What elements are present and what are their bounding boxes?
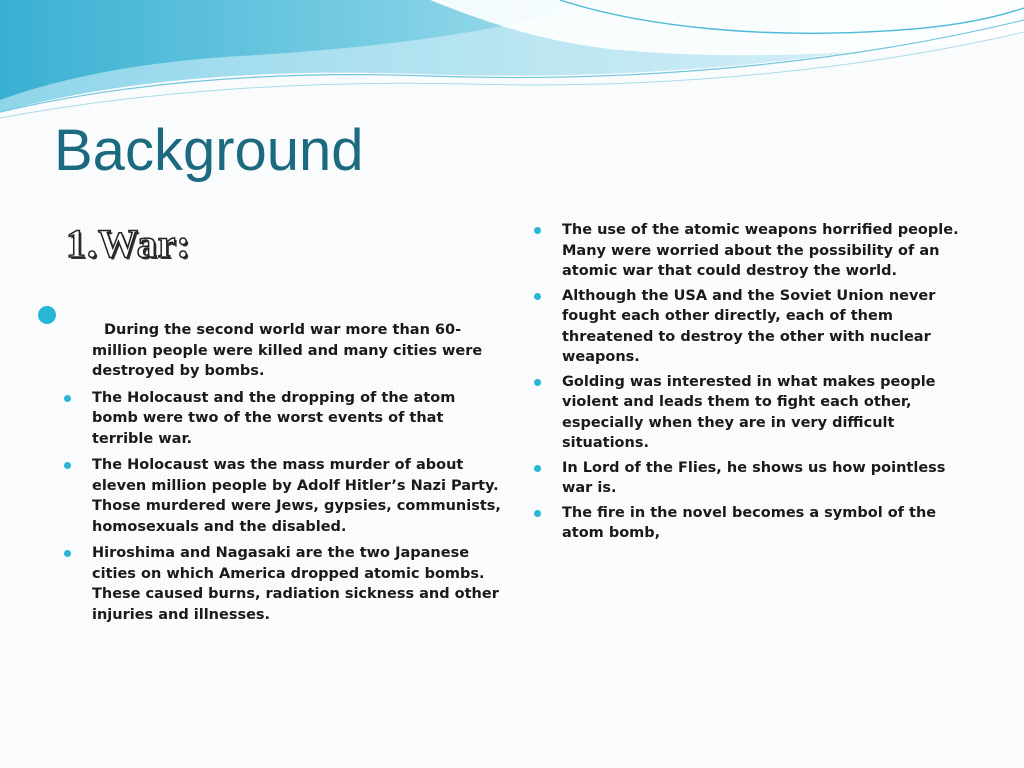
right-bullet-list — [534, 220, 974, 548]
bullet-text: Although the USA and the Soviet Union never fought each other directly, each of them threatened to destroy the other with nuclear weapons. — [562, 287, 936, 365]
list-item — [534, 286, 974, 368]
bullet-text: The Holocaust was the mass murder of about eleven million people by Adolf Hitler’s Nazi Party. Those murdered were Jews, gypsies, communists, homosexuals and the disabled. — [92, 457, 501, 535]
bullet-icon — [38, 306, 56, 324]
bullet-text: The fire in the novel becomes a symbol of the atom bomb, — [562, 504, 937, 541]
bullet-text: During the second world war more than 60-million people were killed and many cities were destroyed by bombs. — [92, 322, 483, 379]
bullet-icon — [534, 293, 541, 300]
list-item — [64, 543, 504, 625]
bullet-icon — [64, 395, 71, 402]
bullet-icon — [64, 550, 71, 557]
list-item — [64, 388, 504, 450]
section-subtitle: 1.War: — [66, 221, 191, 266]
bullet-text: In Lord of the Flies, he shows us how pointless war is. — [562, 459, 946, 496]
bullet-icon — [534, 465, 541, 472]
bullet-icon — [534, 510, 541, 517]
bullet-icon — [64, 462, 71, 469]
list-item — [64, 320, 504, 382]
list-item — [534, 503, 974, 544]
bullet-text: Hiroshima and Nagasaki are the two Japanese cities on which America dropped atomic bombs. These caused burns, radiation sickness and other injuries and illnesses. — [92, 545, 499, 623]
bullet-icon — [534, 379, 541, 386]
list-item — [534, 220, 974, 282]
bullet-text: The use of the atomic weapons horrified people. Many were worried about the possibility of an atomic war that could destroy the world. — [562, 222, 959, 279]
left-bullet-list — [64, 320, 504, 631]
list-item — [534, 372, 974, 454]
bullet-icon — [534, 227, 541, 234]
header-wave-decoration — [0, 0, 1024, 130]
list-item — [534, 458, 974, 499]
bullet-text: The Holocaust and the dropping of the atom bomb were two of the worst events of that terrible war. — [92, 389, 456, 447]
bullet-text: Golding was interested in what makes people violent and leads them to fight each other, especially when they are in very difficult situations. — [562, 373, 936, 451]
slide-title: Background — [54, 118, 364, 183]
list-item — [64, 455, 504, 537]
